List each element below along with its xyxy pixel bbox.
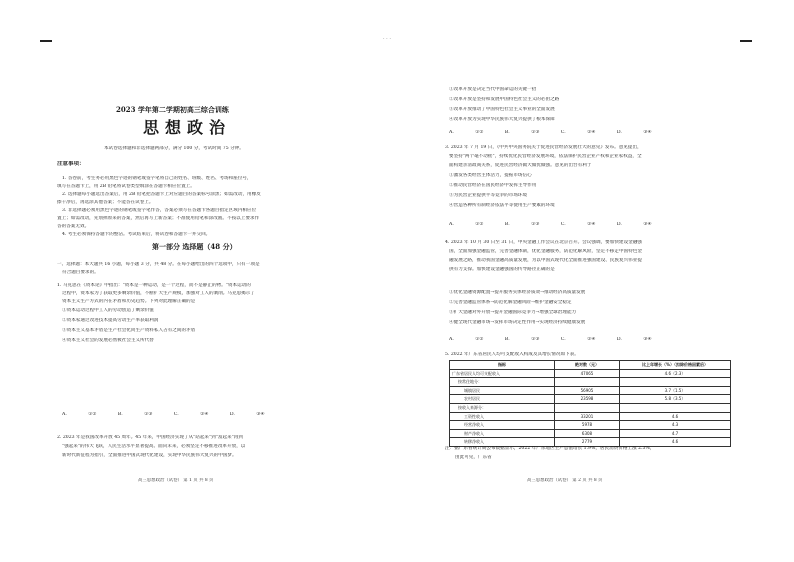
exam-heading: 2023 学年第二学期初高三综合训练 (116, 106, 229, 114)
question-2: "强起来"的伟大飞跃，人民生活水平显著提高。面向未来，必须坚定不移推进改革开放，以 (62, 444, 246, 449)
question-2-option: ①改革开放是决定当代中国命运的关键一招 (449, 87, 537, 92)
question-4: 融发展之路，推动我国金融高质量发展，为以中国式现代化全面推进强国建设、民族复兴伟业提 (449, 258, 642, 263)
section-intro: 符合题目要求的。 (62, 270, 99, 275)
notice-line: 2. 选择题每小题选出答案后，用 2B 铅笔把答题卡上对应题目的答案标号涂黑；如需改动，用橡皮 (62, 192, 261, 197)
question-2-option: ③改革开放推动了中国特色社会主义事业的全面发展 (449, 107, 555, 112)
question-3-option: ①激发各类经营主体活力，提振市场信心 (449, 173, 532, 178)
notice-title: 注意事项： (57, 161, 85, 167)
exam-intro: 本试卷选择题和非选择题两部分，满分 100 分，考试时间 75 分钟。 (104, 146, 244, 151)
right-page (397, 0, 794, 562)
notice-line: 擦干净后，再选涂其他答案；不能答在试卷上。 (57, 200, 154, 205)
question-1-option: ③资本主义基本矛盾是生产社会化同生产资料私人占有之间的矛盾 (62, 328, 196, 333)
table-cell: 5978 (555, 421, 620, 430)
table-row (450, 412, 731, 421)
question-1-option: ①资本运动过程中工人的劳动创造了剩余价值 (62, 308, 154, 313)
table-cell (555, 403, 620, 412)
table-note: 注：据广东省统计局公布数据显示，2022 年广东地区生产总值增长 1.9%，居民消费价格上涨 2.3%， (445, 446, 655, 451)
table-cell: 56905 (555, 386, 620, 395)
top-mark: · · · (383, 36, 391, 42)
part-title: 第一部分 选择题（48 分） (152, 242, 237, 251)
question-2: 2. 2023 年是我国改革开放 45 周年。45 年来，中国经济实现了从"站起来"到"富起来"再到 (57, 435, 243, 440)
table-cell: 农村居民 (450, 395, 555, 404)
notice-line: 3. 非选择题必须用黑色字迹的钢笔或签字笔作答，答案必须写在答题卡各题目指定区域内相应位 (62, 208, 257, 213)
question-1: 资本主义生产方式的内在矛盾和历史趋势。下列对此理解正确的是 (62, 299, 196, 304)
question-3: 3. 2023 年 7 月 19 日，《中共中央国务院关于促进民营经济发展壮大的意见》发布。意见提出， (445, 145, 642, 150)
question-4-option: ②完善金融监管体系→防范化解金融风险→维护金融安全稳定 (449, 300, 572, 305)
question-3-option: ③为民营企业提供平等竞争的市场环境 (449, 193, 528, 198)
question-3-choices: A. ①② B. ①③ C. ②④ D. ③④ (449, 222, 652, 227)
question-1-option: ④资本主义社会的发展必然被社会主义所代替 (62, 338, 154, 343)
table-note: 由此可见，广东省 (455, 455, 492, 460)
question-1-choices: A. ①② B. ①③ C. ②④ D. ③④ (62, 412, 265, 417)
question-4-option: ③扩大金融对外开放→提升金融国际竞争力→增强全球治理能力 (449, 310, 577, 315)
table-row (450, 421, 731, 430)
table-cell: 4.7 (620, 429, 731, 438)
question-1: 过程中，资本家为了获取更多剩余价值，不断扩大生产规模，加强对工人的剥削。马克思揭示了 (62, 291, 255, 296)
table-cell: 按常住地分： (450, 378, 555, 387)
question-3-option: ④营造各种所有制经济依法平等使用生产要素的环境 (449, 203, 555, 208)
table-cell (620, 403, 731, 412)
table-header (450, 361, 731, 370)
table-cell: 2779 (555, 438, 620, 447)
table-cell: 6308 (555, 429, 620, 438)
question-2-option: ④改革开放为实现中华民族伟大复兴提供了根本保障 (449, 117, 555, 122)
table-cell: 4.6 (620, 438, 731, 447)
table-cell: 3.7（1.5） (620, 386, 731, 395)
table-cell: 4.3 (620, 421, 731, 430)
column-header: 指标 (450, 361, 555, 370)
subject-title: 思想政治 (143, 118, 232, 137)
question-3-option: ②推动民营经济在国民经济中发挥主导作用 (449, 183, 537, 188)
table-cell: 经营净收入 (450, 421, 555, 430)
question-2-option: ②改革开放是坚持和发展中国特色社会主义的必由之路 (449, 97, 560, 102)
table-row (450, 403, 731, 412)
question-4: 国，全面加强金融监管，完善金融体制，优化金融服务，防范化解风险，坚定不移走中国特色金 (449, 249, 642, 254)
notice-line: 填写在答题卡上，用 2B 铅笔将试卷类型填涂在答题卡相应位置上。 (57, 184, 195, 189)
question-1: 1. 马克思在《资本论》中指出："资本是一种运动，是一个过程，而不是静止的物。"资本运动的 (57, 283, 251, 288)
table-row (450, 429, 731, 438)
table-row (450, 386, 731, 395)
table-cell: 按收入来源分： (450, 403, 555, 412)
table-row (450, 378, 731, 387)
question-4-option: ①优化金融资源配置→提升服务实体经济质效→推动经济高质量发展 (449, 290, 586, 295)
table-cell (620, 378, 731, 387)
page-footer: 高三思想政治（试卷） 第 1 页 共 8 页 (138, 478, 214, 483)
question-4-option: ④健全现代金融市场→发挥市场决定性作用→实现经济持续健康发展 (449, 320, 586, 325)
question-2-choices: A. ①② B. ①③ C. ②④ D. ③④ (449, 130, 652, 135)
question-2: 新时代新征程为指引，全面推进中国式现代化建设，实现中华民族伟大复兴的中国梦。 (62, 453, 237, 458)
table-cell: 4.6 (620, 412, 731, 421)
column-header: 绝对数（元） (555, 361, 620, 370)
table-cell: 转移净收入 (450, 438, 555, 447)
table-cell: 47065 (555, 369, 620, 378)
table-cell: 33201 (555, 412, 620, 421)
table-cell: 5.8（3.5） (620, 395, 731, 404)
notice-line: 1. 答卷前，考生务必用黑色字迹的钢笔或签字笔将自己的姓名、班级、姓名、考场和座位号， (62, 176, 252, 181)
column-header: 比上年增长（%）（扣除价格因素后） (620, 361, 731, 370)
table-cell: 工资性收入 (450, 412, 555, 421)
question-3: 要坚持"两个毫不动摇"，持续优化民营经济发展环境，依法保护民营企业产权和企业家权益，全 (449, 154, 642, 159)
table-cell: 城镇居民 (450, 386, 555, 395)
table-row (450, 369, 731, 378)
table-cell: 23598 (555, 395, 620, 404)
table-row (450, 395, 731, 404)
section-intro: 一、选择题：本大题共 16 小题，每小题 3 分，共 48 分。在每小题给出的四个选项中，只有一项是 (57, 262, 260, 267)
table-cell: 财产净收入 (450, 429, 555, 438)
question-3: 面构建亲清政商关系，促进民营经济做大做优做强。意见的出台有利于 (449, 163, 592, 168)
corner-mark (740, 40, 752, 42)
question-5-intro: 5. 2022 年广东省居民人均可支配收入构成及其增长情况如下表。 (445, 352, 579, 357)
corner-mark (40, 40, 52, 42)
question-4: 4. 2023 年 10 月 30 日至 31 日，中央金融工作会议在北京召开。会议强调，要加快建设金融强 (445, 240, 642, 245)
page-footer: 高三思想政治（试卷） 第 2 页 共 8 页 (527, 478, 603, 483)
table-cell (555, 378, 620, 387)
question-4-choices: A. ①② B. ①③ C. ②④ D. ③④ (449, 337, 652, 342)
notice-line: 4. 考生必须保持答题卡的整洁。考试结束后，将试卷和答题卡一并交回。 (62, 232, 211, 237)
question-4: 供有力支撑。加快建设金融强国的传导路径正确的是 (449, 267, 555, 272)
notice-line: 答的答案无效。 (57, 224, 90, 229)
question-1-option: ②资本家通过改进技术提高劳动生产率获取利润 (62, 318, 159, 323)
income-table (449, 360, 731, 447)
notice-line: 置上；如需改动，先划掉原来的答案，然后再写上新答案；不准使用铅笔和涂改液。不按以上要求作 (57, 216, 260, 221)
table-cell: 广东省居民人均可支配收入 (450, 369, 555, 378)
table-cell: 4.6（2.3） (620, 369, 731, 378)
